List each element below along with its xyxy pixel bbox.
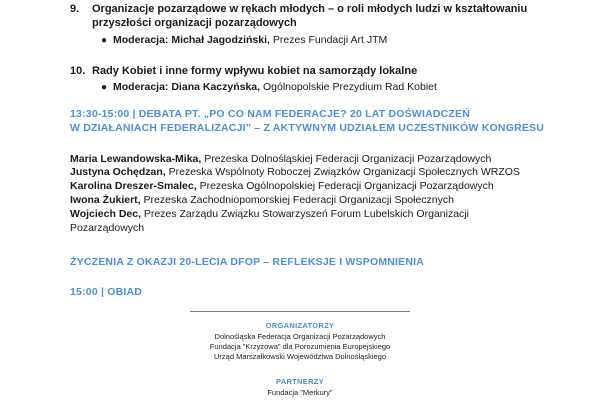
- moderation-line: [113, 81, 437, 94]
- moderation-person: Ogólnopolskie Prezydium Rad Kobiet: [260, 81, 437, 93]
- speaker-role: Prezeska Wspólnoty Roboczej Związków Organizacji Społecznych WRZOS: [165, 166, 520, 178]
- speaker-row: [70, 166, 540, 179]
- speaker-role: Prezeska Zachodniopomorskiej Federacji Organizacji Społecznych: [140, 194, 454, 206]
- moderation-label: Moderacja: Michał Jagodziński,: [113, 34, 270, 46]
- agenda-item-10: [0, 65, 600, 97]
- item-number: 10.: [70, 65, 86, 77]
- speaker-name: Iwona Żukiert,: [70, 194, 141, 206]
- speaker-role-continued: Pozarządowych: [70, 222, 145, 234]
- speaker-name: Justyna Ochędzan,: [70, 166, 166, 178]
- agenda-item-9: [0, 3, 600, 49]
- partner-line: Fundacja "Merkury": [267, 388, 333, 397]
- bullet-icon: ●: [101, 82, 108, 93]
- wishes-heading: ŻYCZENIA Z OKAZJI 20-LECIA DFOP – REFLEKSJE I WSPOMNIENIA: [70, 256, 425, 268]
- speaker-row: [70, 194, 540, 207]
- moderation-line: [113, 34, 387, 47]
- speaker-name: Karolina Dreszer-Smalec,: [70, 180, 197, 192]
- moderation-person: Prezes Fundacji Art JTM: [269, 34, 388, 46]
- speaker-row: [70, 208, 540, 221]
- speaker-name: Maria Lewandowska-Mika,: [70, 153, 202, 165]
- separator-line: [190, 311, 410, 312]
- bullet-icon: ●: [101, 35, 108, 46]
- partners-heading: PARTNERZY: [276, 377, 324, 386]
- organizer-line: Fundacja "Krzyżowa" dla Porozumienia Europejskiego: [209, 342, 391, 351]
- item-number: 9.: [70, 3, 80, 15]
- speaker-row: [70, 180, 540, 193]
- speaker-row: [70, 153, 540, 166]
- speaker-name: Wojciech Dec,: [70, 208, 141, 220]
- item-title-line1: Rady Kobiet i inne formy wpływu kobiet na samorządy lokalne: [92, 65, 418, 77]
- organizer-line: Urząd Marszałkowski Województwa Dolnośląskiego: [213, 352, 386, 361]
- lunch-heading: 15:00 | OBIAD: [70, 286, 143, 298]
- item-title-line2: przyszłości organizacji pozarządowych: [92, 17, 297, 29]
- item-title-line1: Organizacje pozarządowe w rękach młodych – o roli młodych ludzi w kształtowaniu: [92, 3, 528, 15]
- debate-heading-line2: W DZIAŁANIACH FEDERALIZACJI” – Z AKTYWNYM UDZIAŁEM UCZESTNIKÓW KONGRESU: [70, 122, 545, 134]
- moderation-label: Moderacja: Diana Kaczyńska,: [113, 81, 261, 93]
- debate-heading-line1: 13:30-15:00 | DEBATA PT. „PO CO NAM FEDERACJE? 20 LAT DOŚWIADCZEŃ: [70, 108, 471, 120]
- speaker-role: Prezeska Ogólnopolskiej Federacji Organizacji Pozarządowych: [196, 180, 494, 192]
- speaker-role: Prezes Zarządu Związku Stowarzyszeń Forum Lubelskich Organizacji: [141, 208, 469, 220]
- organizers-heading: ORGANIZATORZY: [265, 321, 335, 330]
- organizer-line: Dolnośląska Federacja Organizacji Pozarządowych: [214, 332, 386, 341]
- speaker-role: Prezeska Dolnośląskiej Federacji Organizacji Pozarządowych: [201, 153, 492, 165]
